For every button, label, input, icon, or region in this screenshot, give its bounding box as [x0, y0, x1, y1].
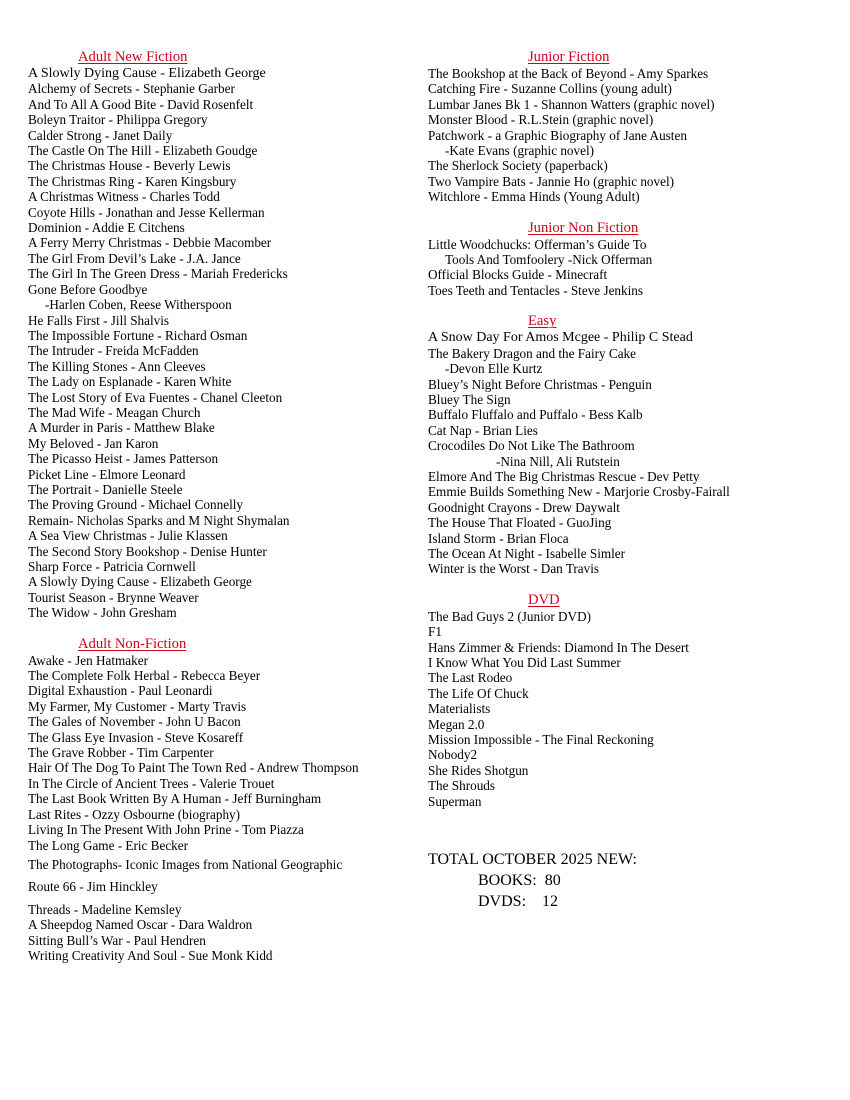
list-item: Awake - Jen Hatmaker: [28, 652, 148, 668]
list-item: -Kate Evans (graphic novel): [445, 143, 595, 159]
list-item: Nobody2: [428, 747, 478, 763]
list-item: Hair Of The Dog To Paint The Town Red - Andrew Thompson: [28, 760, 359, 776]
list-item: Elmore And The Big Christmas Rescue - Dev Petty: [428, 468, 700, 484]
totals-block: [428, 849, 838, 912]
list-item: Living In The Present With John Prine - Tom Piazza: [28, 822, 304, 838]
list-item: -Harlen Coben, Reese Witherspoon: [45, 297, 232, 313]
list-item: The Shrouds: [428, 778, 496, 794]
list-item: Two Vampire Bats - Jannie Ho (graphic novel): [428, 173, 675, 189]
list-item: Patchwork - a Graphic Biography of Jane Austen: [428, 127, 687, 143]
list-item: My Beloved - Jan Karon: [28, 435, 159, 451]
list-item: The Second Story Bookshop - Denise Hunter: [28, 543, 267, 559]
list-item: And To All A Good Bite - David Rosenfelt: [28, 96, 254, 112]
list-item: Toes Teeth and Tentacles - Steve Jenkins: [428, 282, 644, 298]
list-item: A Christmas Witness - Charles Todd: [28, 189, 220, 205]
list-item: -Nina Nill, Ali Rutstein: [496, 453, 620, 469]
list-item: She Rides Shotgun: [428, 762, 529, 778]
list-item: Megan 2.0: [428, 716, 485, 732]
list-item: Digital Exhaustion - Paul Leonardi: [28, 683, 213, 699]
list-item: He Falls First - Jill Shalvis: [28, 312, 170, 328]
list-item: The Killing Stones - Ann Cleeves: [28, 358, 206, 374]
list-item: In The Circle of Ancient Trees - Valerie Trouet: [28, 775, 275, 791]
right-column: [428, 48, 838, 912]
list-item: Picket Line - Elmore Leonard: [28, 466, 186, 482]
list-item: The Photographs- Iconic Images from National Geographic: [28, 856, 343, 872]
dvds-label: DVDS:: [478, 893, 527, 911]
list-item: Island Storm - Brian Floca: [428, 530, 569, 546]
junior-non-fiction-heading: Junior Non Fiction: [528, 219, 639, 236]
list-item: Dominion - Addie E Citchens: [28, 220, 185, 236]
totals-books-row: [428, 870, 838, 891]
list-item: Witchlore - Emma Hinds (Young Adult): [428, 189, 640, 205]
list-item: Sharp Force - Patricia Cornwell: [28, 559, 196, 574]
list-item: Buffalo Fluffalo and Puffalo - Bess Kalb: [428, 407, 643, 423]
list-item: The Bookshop at the Back of Beyond - Amy Sparkes: [428, 66, 709, 81]
dvd-heading: DVD: [528, 591, 560, 608]
list-item: I Know What You Did Last Summer: [428, 655, 621, 670]
list-item: The Girl From Devil’s Lake - J.A. Jance: [28, 250, 241, 266]
list-item: A Snow Day For Amos Mcgee - Philip C Stead: [428, 330, 693, 346]
list-item: The Picasso Heist - James Patterson: [28, 451, 219, 467]
list-item: Emmie Builds Something New - Marjorie Crosby-Fairall: [428, 484, 730, 500]
list-item: A Ferry Merry Christmas - Debbie Macomber: [28, 235, 272, 251]
list-item: The Intruder - Freida McFadden: [28, 343, 199, 359]
easy-heading: Easy: [528, 313, 557, 330]
list-item: Coyote Hills - Jonathan and Jesse Kellerman: [28, 204, 265, 220]
list-item: Route 66 - Jim Hinckley: [28, 879, 158, 895]
list-item: The Portrait - Danielle Steele: [28, 481, 183, 497]
list-item: The House That Floated - GuoJing: [428, 515, 612, 531]
list-item: A Slowly Dying Cause - Elizabeth George: [28, 66, 266, 81]
list-item: The Ocean At Night - Isabelle Simler: [428, 545, 626, 561]
dvds-count: 12: [542, 893, 559, 911]
list-item: Tools And Tomfoolery -Nick Offerman: [445, 252, 653, 268]
junior-fiction-list: [428, 66, 838, 205]
adult-new-fiction-heading: Adult New Fiction: [78, 49, 188, 65]
list-item: Writing Creativity And Soul - Sue Monk Kidd: [28, 947, 273, 963]
list-item: Lumbar Janes Bk 1 - Shannon Watters (graphic novel): [428, 96, 715, 112]
adult-non-fiction-heading: Adult Non-Fiction: [78, 635, 187, 652]
list-item: Little Woodchucks: Offerman’s Guide To: [428, 236, 647, 252]
list-item: The Impossible Fortune - Richard Osman: [28, 327, 248, 343]
list-item: Bluey’s Night Before Christmas - Penguin: [428, 376, 652, 392]
list-item: A Slowly Dying Cause - Elizabeth George: [28, 574, 252, 590]
list-item: The Bad Guys 2 (Junior DVD): [428, 608, 591, 624]
junior-fiction-heading: Junior Fiction: [528, 49, 610, 65]
list-item: The Girl In The Green Dress - Mariah Fredericks: [28, 266, 288, 282]
list-item: Remain- Nicholas Sparks and M Night Shymalan: [28, 512, 290, 528]
list-item: Calder Strong - Janet Daily: [28, 127, 173, 143]
list-item: The Mad Wife - Meagan Church: [28, 404, 201, 420]
list-item: The Grave Robber - Tim Carpenter: [28, 745, 214, 761]
list-item: The Christmas House - Beverly Lewis: [28, 158, 231, 174]
list-item: The Lady on Esplanade - Karen White: [28, 374, 232, 390]
list-item: A Sea View Christmas - Julie Klassen: [28, 528, 228, 544]
list-item: Crocodiles Do Not Like The Bathroom: [428, 438, 635, 454]
list-item: Superman: [428, 793, 482, 809]
list-item: The Last Book Written By A Human - Jeff Burningham: [28, 791, 322, 807]
list-item: Winter is the Worst - Dan Travis: [428, 561, 600, 577]
list-item: A Murder in Paris - Matthew Blake: [28, 420, 215, 436]
list-item: The Proving Ground - Michael Connelly: [28, 497, 243, 513]
list-item: Last Rites - Ozzy Osbourne (biography): [28, 806, 241, 822]
list-item: F1: [428, 624, 442, 640]
totals-dvds-row: [428, 891, 838, 912]
list-item: The Long Game - Eric Becker: [28, 837, 189, 853]
easy-list: [428, 330, 838, 577]
list-item: The Christmas Ring - Karen Kingsbury: [28, 173, 237, 189]
list-item: The Lost Story of Eva Fuentes - Chanel Cleeton: [28, 389, 283, 405]
list-item: Gone Before Goodbye: [28, 281, 148, 297]
list-item: The Gales of November - John U Bacon: [28, 714, 241, 730]
list-item: Official Blocks Guide - Minecraft: [428, 267, 608, 283]
dvd-list: [428, 609, 838, 809]
list-item: Boleyn Traitor - Philippa Gregory: [28, 112, 208, 128]
list-item: Materialists: [428, 701, 491, 717]
list-item: The Life Of Chuck: [428, 685, 529, 701]
list-item: The Complete Folk Herbal - Rebecca Beyer: [28, 668, 261, 684]
list-item: The Glass Eye Invasion - Steve Kosareff: [28, 729, 244, 745]
adult-new-fiction-list: [28, 66, 420, 621]
list-item: Catching Fire - Suzanne Collins (young adult): [428, 81, 672, 97]
list-item: The Widow - John Gresham: [28, 605, 177, 621]
list-item: Mission Impossible - The Final Reckoning: [428, 732, 654, 748]
list-item: Goodnight Crayons - Drew Daywalt: [428, 499, 620, 515]
totals-title: TOTAL OCTOBER 2025 NEW:: [428, 851, 637, 869]
list-item: Alchemy of Secrets - Stephanie Garber: [28, 81, 235, 97]
list-item: Sitting Bull’s War - Paul Hendren: [28, 932, 206, 948]
books-label: BOOKS:: [478, 872, 537, 890]
list-item: Cat Nap - Brian Lies: [428, 422, 538, 438]
list-item: Bluey The Sign: [428, 391, 511, 407]
list-item: The Castle On The Hill - Elizabeth Goudge: [28, 143, 258, 159]
list-item: -Devon Elle Kurtz: [445, 361, 543, 377]
list-item: A Sheepdog Named Oscar - Dara Waldron: [28, 917, 253, 933]
left-column: [28, 48, 420, 963]
list-item: Hans Zimmer & Friends: Diamond In The Desert: [428, 639, 689, 655]
list-item: My Farmer, My Customer - Marty Travis: [28, 698, 247, 714]
list-item: The Last Rodeo: [428, 670, 513, 686]
junior-non-fiction-list: [428, 237, 838, 299]
list-item: Threads - Madeline Kemsley: [28, 901, 182, 917]
list-item: The Sherlock Society (paperback): [428, 158, 608, 174]
adult-non-fiction-list: [28, 653, 420, 964]
list-item: Monster Blood - R.L.Stein (graphic novel): [428, 112, 654, 128]
books-count: 80: [544, 872, 561, 890]
list-item: The Bakery Dragon and the Fairy Cake: [428, 345, 636, 361]
list-item: Tourist Season - Brynne Weaver: [28, 589, 199, 605]
